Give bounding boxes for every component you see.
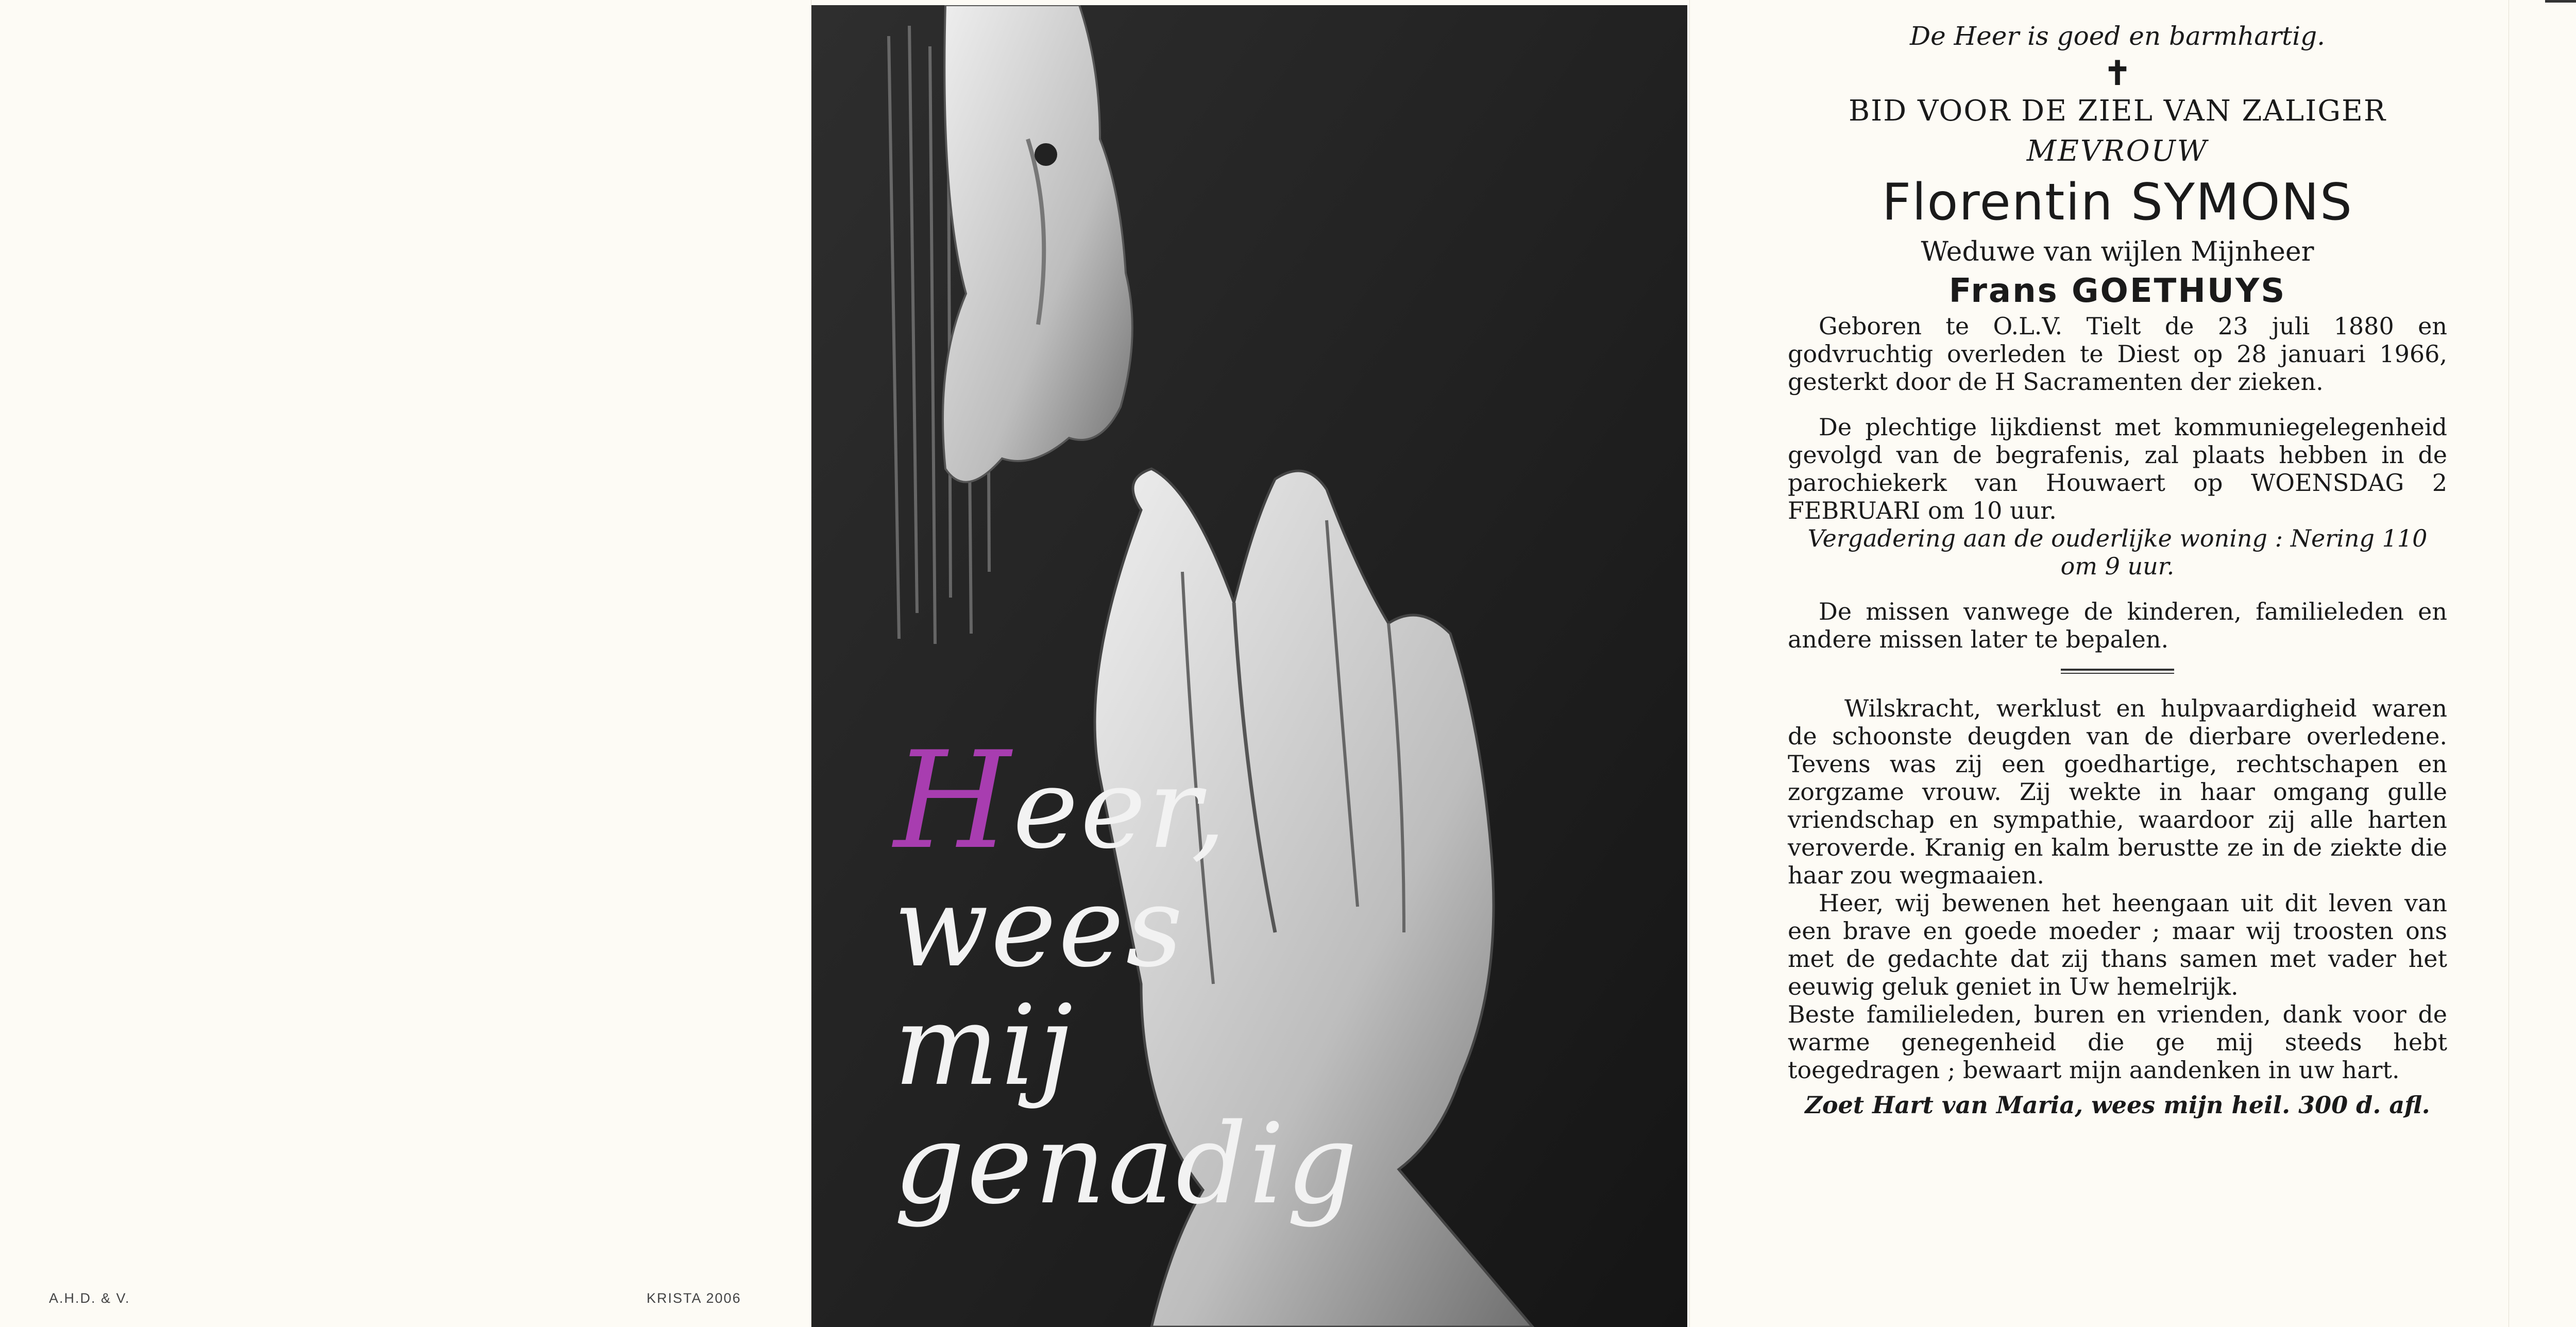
motto-line-1-rest: eer,: [1012, 744, 1228, 873]
deceased-name: Florentin SYMONS: [1882, 173, 2353, 232]
printer-mark: A.H.D. & V.: [49, 1290, 130, 1306]
closing-prayer: Zoet Hart van Maria, wees mijn heil. 300 d. afl.: [1805, 1091, 2430, 1119]
memorial-panel: [1690, 0, 2509, 1327]
announcement-panel: [2509, 0, 2576, 1327]
gathering-paragraph: Vergadering aan de ouderlijke woning : Nering 110 om 9 uur.: [1807, 524, 2428, 580]
widow-line: Weduwe van wijlen Mijnheer: [1921, 236, 2314, 267]
funeral-paragraph: De plechtige lijkdienst met kommuniegelegenheid gevolgd van de begrafenis, zal plaats hebben in de parochiekerk van Houwaert op WOENSDAG 2 FEBRUARI om 10 uur.: [1788, 413, 2447, 524]
husband-name: Frans GOETHUYS: [1948, 272, 2286, 310]
honorific: MEVROUW: [2026, 134, 2209, 168]
top-rule: [2545, 0, 2576, 3]
motto-text: [894, 723, 1360, 1229]
motto-initial: H: [894, 723, 1013, 879]
picture-panel: [811, 0, 1690, 1327]
series-mark: KRISTA 2006: [647, 1290, 741, 1306]
virtues-paragraph: Wilskracht, werklust en hulpvaardigheid waren de schoonste deugden van de dierbare overledene. Tevens was zij een goedhartige, rechtschapen en zorgzame vrouw. Zij wekte in haar omgang gulle vriendschap en sympathie, waardoor zij alle harten veroverde. Kranig en kalm berustte ze in de ziekte die haar zou wegmaaien.: [1788, 694, 2447, 889]
back-panel: [0, 0, 811, 1327]
masses-paragraph: De missen vanwege de kinderen, familieleden en andere missen later te bepalen.: [1788, 598, 2447, 653]
birth-death-paragraph: Geboren te O.L.V. Tielt de 23 juli 1880 en godvruchtig overleden te Diest op 28 januari 1966, gesterkt door de H Sacramenten der zieken.: [1788, 312, 2447, 396]
prayer-heading: BID VOOR DE ZIEL VAN ZALIGER: [1848, 94, 2386, 128]
ornament-divider: [2061, 669, 2174, 674]
motto-line-2: wees: [894, 862, 1185, 992]
motto-line-4: genadig: [894, 1099, 1360, 1229]
memorial-motto: De Heer is goed en barmhartig.: [1909, 21, 2325, 51]
motto-line-3: mij: [894, 981, 1075, 1110]
cross-icon: ✝: [2104, 54, 2131, 93]
motto-line-1: [894, 723, 1360, 879]
mourning-paragraph: Heer, wij bewenen het heengaan uit dit leven van een brave en goede moeder ; maar wij troosten ons met de gedachte dat zij thans samen met vader het eeuwig geluk geniet in Uw hemelrijk.: [1788, 889, 2447, 1000]
farewell-paragraph: Beste familieleden, buren en vrienden, dank voor de warme genegenheid die ge mij steeds hebt toegedragen ; bewaart mijn aandenken in uw hart.: [1788, 1000, 2447, 1084]
